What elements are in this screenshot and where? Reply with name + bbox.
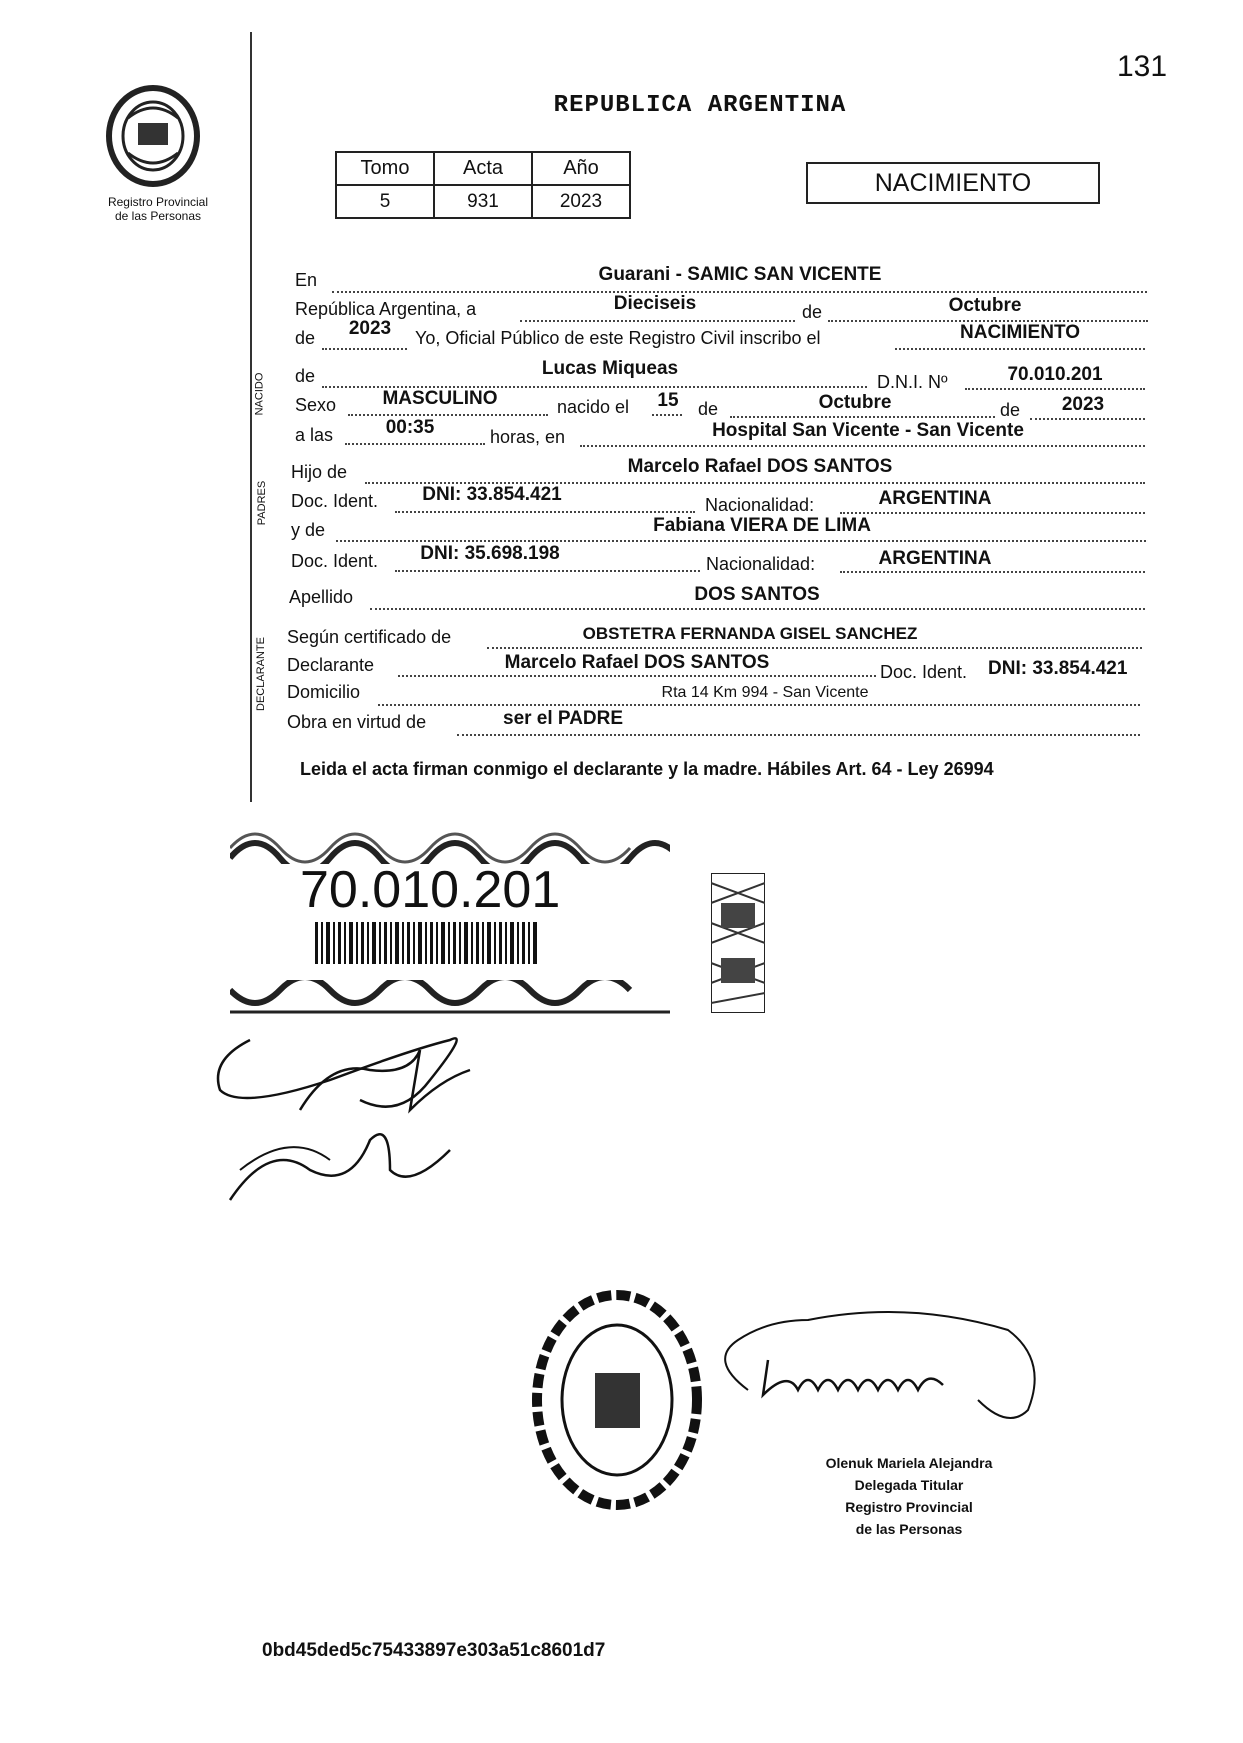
dotted-line [398,675,876,677]
obra-label: Obra en virtud de [287,712,427,732]
anio-value: 2023 [532,185,630,218]
birth-day: 15 [657,390,679,411]
registry-name-line1: Registro Provincial [107,195,209,209]
delegate-office2: de las Personas [855,1521,963,1537]
child-name: Lucas Miqueas [541,358,679,379]
dni-value: 70.010.201 [1007,364,1103,385]
en-label: En [295,270,318,290]
nac-label: Nacionalidad: [705,495,815,515]
decl-value: Marcelo Rafael DOS SANTOS [504,652,770,673]
obra-value: ser el PADRE [503,708,624,729]
official-text: Yo, Oficial Público de este Registro Civil inscribo el [415,328,821,348]
nacido-label: nacido el [557,397,630,417]
apellido-value: DOS SANTOS [694,584,820,605]
delegate-signature [708,1300,1053,1440]
dotted-line [378,704,1140,706]
de-label: de [802,302,823,322]
registry-name [78,195,238,223]
document-title: REPUBLICA ARGENTINA [553,92,847,119]
margin-line [250,32,252,802]
delegate-office1: Registro Provincial [845,1499,973,1515]
father-doc: DNI: 33.854.421 [422,484,562,505]
de2-label: de [295,328,316,348]
birth-year: 2023 [1061,394,1105,415]
year-value: 2023 [348,318,392,339]
mother-name: Fabiana VIERA DE LIMA [653,515,871,536]
nac2-label: Nacionalidad: [706,554,816,574]
decl-label: Declarante [287,655,375,675]
cert-label: Según certificado de [287,627,452,647]
dotted-line [370,608,1145,610]
en-value: Guarani - SAMIC SAN VICENTE [598,264,882,285]
doc2-label: Doc. Ident. [291,551,379,571]
acta-value: 931 [434,185,532,218]
doc-label: Doc. Ident. [291,491,379,511]
dotted-line [395,570,700,572]
closing-text: Leida el acta firman conmigo el declarante y la madre. Hábiles Art. 64 - Ley 26994 [300,759,994,779]
mother-doc: DNI: 35.698.198 [420,543,560,564]
dotted-line [348,414,548,416]
registry-name-line2: de las Personas [114,209,202,223]
stamp-number: 70.010.201 [300,861,561,919]
birth-month: Octubre [818,392,892,413]
dom-label: Domicilio [287,682,361,702]
sexo-label: Sexo [295,395,337,415]
volume-table [335,151,631,219]
dotted-line [336,540,1146,542]
record-type-box: NACIMIENTO [806,162,1100,204]
tomo-header: Tomo [336,152,434,185]
doc3-label: Doc. Ident. [880,662,968,682]
page-number: 131 [1117,50,1168,83]
de4-label: de [698,399,719,419]
dotted-line [840,571,1145,573]
signatures [210,1020,590,1220]
dotted-line [895,348,1145,350]
father-name: Marcelo Rafael DOS SANTOS [627,456,893,477]
barcode [315,922,540,964]
hijo-label: Hijo de [291,462,348,482]
event-value: NACIMIENTO [960,322,1080,343]
dotted-line [652,414,682,416]
official-seal [530,1288,705,1513]
side-label-padres: PADRES [256,480,269,526]
dotted-line [965,388,1145,390]
document-hash: 0bd45ded5c75433897e303a51c8601d7 [262,1640,606,1661]
dom-value: Rta 14 Km 994 - San Vicente [661,684,869,701]
decl-doc: DNI: 33.854.421 [988,658,1128,679]
alas-label: a las [295,425,334,445]
dotted-line [840,512,1145,514]
father-nat: ARGENTINA [878,488,992,509]
dotted-line [395,511,695,513]
stamp-wave-bottom [230,980,670,1016]
day-value: Dieciseis [613,293,697,314]
dotted-line [322,348,407,350]
dotted-line [487,647,1142,649]
dni-label: D.N.I. Nº [877,372,948,392]
dotted-line [730,416,995,418]
hour-value: 00:35 [385,417,435,438]
de5-label: de [1000,400,1021,420]
apellido-label: Apellido [289,587,354,607]
horas-label: horas, en [490,427,566,447]
dotted-line [520,320,795,322]
dotted-line [332,291,1147,293]
sexo-value: MASCULINO [382,388,498,409]
delegate-role: Delegada Titular [854,1477,964,1493]
dotted-line [580,445,1145,447]
anio-header: Año [532,152,630,185]
month-value: Octubre [948,295,1022,316]
tomo-value: 5 [336,185,434,218]
mother-nat: ARGENTINA [878,548,992,569]
dotted-line [1030,418,1145,420]
cert-value: OBSTETRA FERNANDA GISEL SANCHEZ [582,624,918,643]
delegate-name: Olenuk Mariela Alejandra [825,1455,993,1471]
delegate-block [778,1452,1040,1540]
side-label-declarante: DECLARANTE [254,637,267,711]
yde-label: y de [291,520,326,540]
stamp-wave-top [230,828,670,864]
side-label-nacido: NACIDO [253,372,266,416]
acta-header: Acta [434,152,532,185]
republica-label: República Argentina, a [295,299,477,319]
dotted-line [457,734,1140,736]
de3-label: de [295,366,316,386]
dotted-line [345,443,485,445]
security-pattern [711,873,765,1013]
place-value: Hospital San Vicente - San Vicente [712,420,1024,441]
